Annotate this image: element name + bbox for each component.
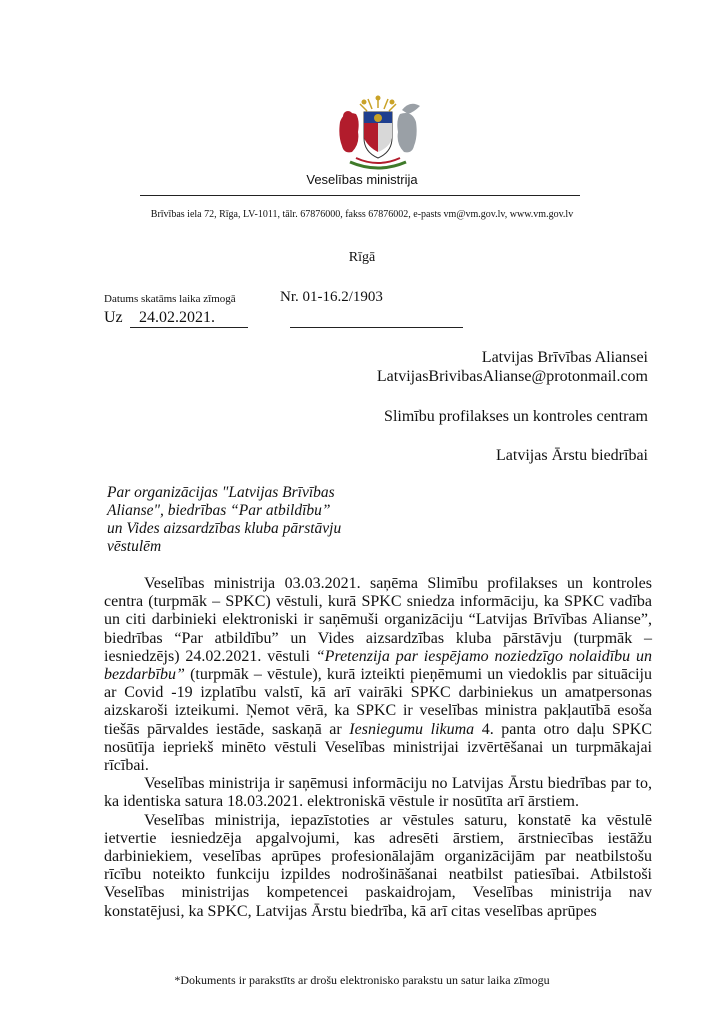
- latvia-coat-of-arms-icon: [330, 92, 426, 176]
- letter-subject: Par organizācijas "Latvijas Brīvības Alianse", biedrības “Par atbildību” un Vides aizsardzības kluba pārstāvju vēstulēm: [107, 484, 342, 555]
- recipient-email: LatvijasBrivibasAlianse@protonmail.com: [376, 368, 648, 385]
- reply-to-date: 24.02.2021.: [139, 309, 215, 326]
- paragraph-text: 4. panta otro daļu SPKC nosūtīja iepriekš minēto vēstuli Veselības ministrijai izvērtēšanai un turpmākajai rīcībai.: [104, 720, 652, 775]
- paragraph: [104, 575, 652, 775]
- header-divider: [140, 195, 580, 196]
- letter-title-quote: “Pretenzija par iespējamo noziedzīgo nolaidību un bezdarbību”: [104, 647, 653, 684]
- signature-footnote: *Dokuments ir parakstīts ar drošu elektronisko parakstu un satur laika zīmogu: [174, 973, 550, 987]
- place-of-issue: Rīgā: [348, 250, 376, 265]
- date-underline: [130, 327, 248, 328]
- law-reference: Iesniegumu likuma: [349, 720, 475, 738]
- reply-to-label: Uz: [104, 309, 123, 326]
- document-number: Nr. 01-16.2/1903: [280, 289, 383, 305]
- recipient-line: Latvijas Brīvības Aliansei: [481, 349, 648, 366]
- ministry-name: Veselības ministrija: [306, 172, 418, 187]
- letter-body: [104, 575, 652, 921]
- stamp-label: Datums skatāms laika zīmogā: [104, 293, 236, 305]
- ministry-address: Brīvības iela 72, Rīga, LV-1011, tālr. 67876000, fakss 67876002, e-pasts vm@vm.gov.lv, www.vm.gov.lv: [150, 209, 574, 220]
- recipient-line: Slimību profilakses un kontroles centram: [384, 408, 648, 425]
- recipient-line: Latvijas Ārstu biedrībai: [496, 447, 648, 464]
- paragraph: Veselības ministrija ir saņēmusi informāciju no Latvijas Ārstu biedrības par to, ka identiska satura 18.03.2021. elektroniskā vēstule ir nosūtīta arī ārstiem.: [104, 775, 652, 811]
- number-underline: [290, 327, 463, 328]
- paragraph-text: (turpmāk – vēstule), kurā izteikti pieņēmumi un viedoklis par situāciju ar Covid -19 izplatību valstī, kā arī vairāki SPKC darbiniekus un amatpersonas aizskaroši izteikumi. Ņemot vērā, ka SPKC ir veselības ministra pakļautībā esoša tiešās pārvaldes iestāde, saskaņā ar: [104, 666, 652, 738]
- paragraph: Veselības ministrija, iepazīstoties ar vēstules saturu, konstatē ka vēstulē ietvertie iesniedzēja apgalvojumi, kas adresēti ārstiem, ārstniecības iestāžu darbiniekiem, veselības aprūpes profesionālajām organizācijām par neatbilstošu rīcību noteikto funkciju izpildes nodrošināšanai neatbilst patiesībai. Atbilstoši Veselības ministrijas kompetencei paskaidrojam, Veselības ministrija nav konstatējusi, ka SPKC, Latvijas Ārstu biedrība, kā arī citas veselības aprūpes: [104, 811, 652, 920]
- paragraph-text: Veselības ministrija 03.03.2021. saņēma Slimību profilakses un kontroles centra (turpmāk – SPKC) vēstuli, kurā SPKC sniedza informāciju, ka SPKC vadība un citi darbinieki elektroniski ir saņēmuši organizāciju “Latvijas Brīvības Alianse”, biedrības “Par atbildību” un Vides aizsardzības kluba pārstāvju (turpmāk – iesniedzējs) 24.02.2021. vēstuli: [104, 575, 652, 665]
